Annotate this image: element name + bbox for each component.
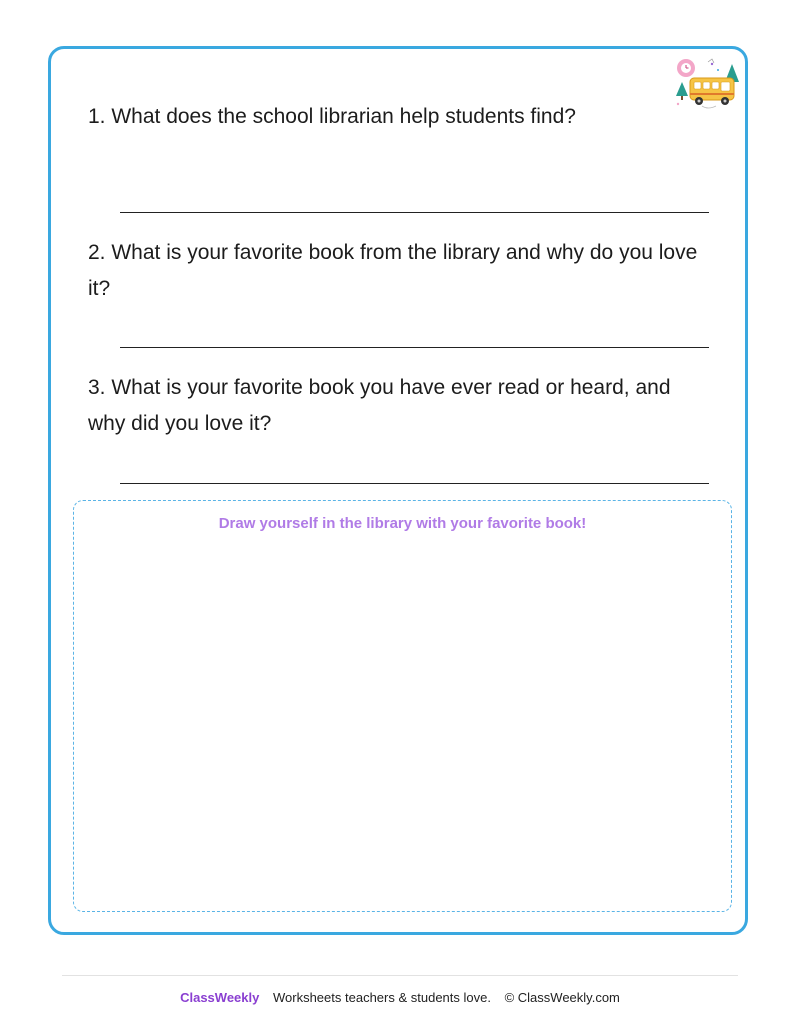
footer xyxy=(0,990,800,1005)
footer-brand: ClassWeekly xyxy=(180,990,260,1005)
question-2: 2. What is your favorite book from the library and why do you love it? xyxy=(88,241,698,300)
footer-divider xyxy=(62,975,738,976)
answer-line-2[interactable] xyxy=(120,347,709,348)
question-1: 1. What does the school librarian help students find? xyxy=(88,105,576,128)
drawing-prompt: Draw yourself in the library with your favorite book! xyxy=(218,515,587,532)
answer-line-3[interactable] xyxy=(120,483,709,484)
footer-tagline: Worksheets teachers & students love. xyxy=(272,990,491,1005)
footer-copyright: © ClassWeekly.com xyxy=(504,990,620,1005)
answer-line-1[interactable] xyxy=(120,212,709,213)
question-3: 3. What is your favorite book you have ever read or heard, and why did you love it? xyxy=(88,376,671,435)
drawing-area[interactable] xyxy=(73,500,732,912)
